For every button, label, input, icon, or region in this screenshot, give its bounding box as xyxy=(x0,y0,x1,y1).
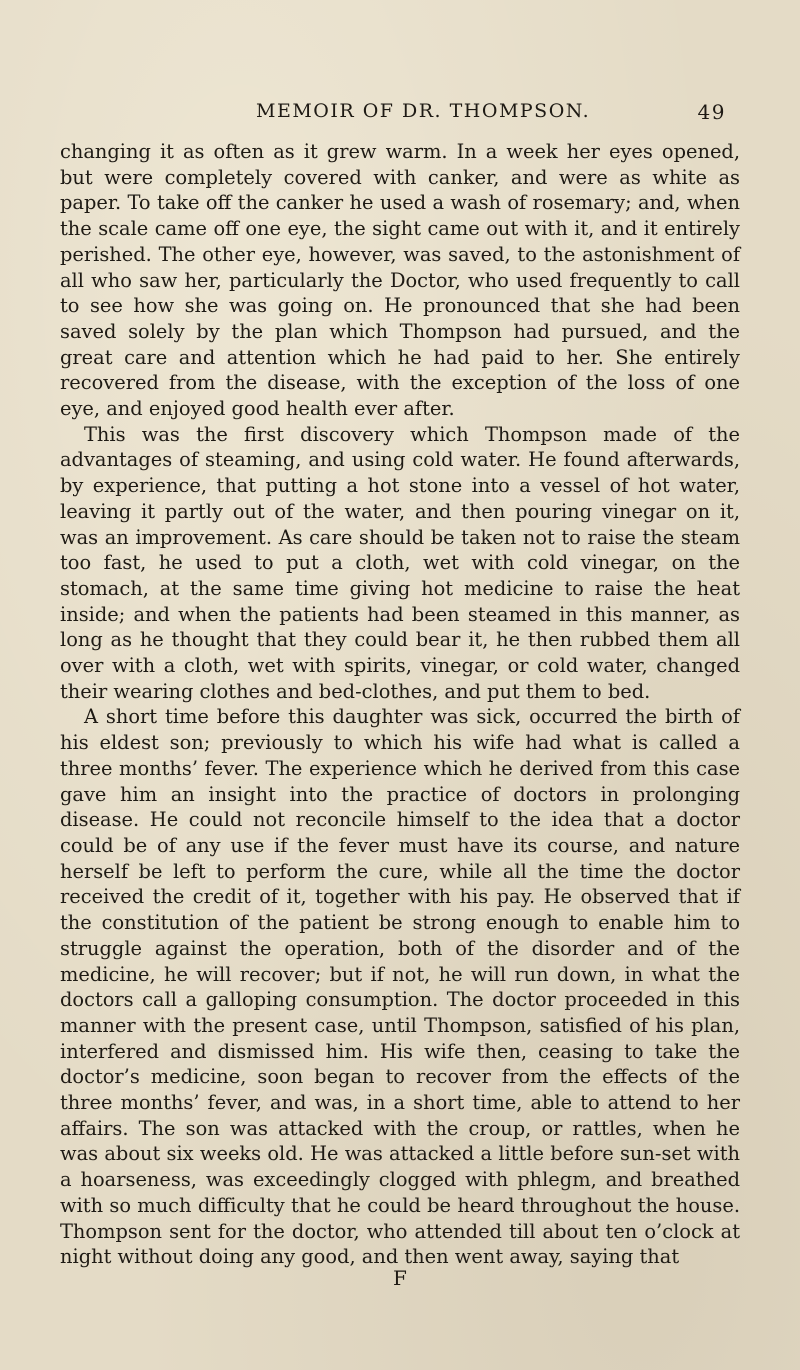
paragraph: A short time before this daughter was sick, occurred the birth of his eldest son; previously to which his wife had what is called a three months’ fever. The experience which he derived from this case gave him an insight into the practice of doctors in prolonging disease. He could not reconcile himself to the idea that a doctor could be of any use if the fever must have its course, and nature herself be left to perform the cure, while all the time the doctor received the credit of it, together with his pay. He observed that if the constitution of the patient be strong enough to enable him to struggle against the operation, both of the disorder and of the medicine, he will recover; but if not, he will run down, in what the doctors call a galloping consumption. The doctor proceeded in this manner with the present case, until Thompson, satisfied of his plan, interfered and dismissed him. His wife then, ceasing to take the doctor’s medicine, soon began to recover from the effects of the three months’ fever, and was, in a short time, able to attend to her affairs. The son was attacked with the croup, or rattles, when he was about six weeks old. He was attacked a little before sun-set with a hoarseness, was exceedingly clogged with phlegm, and breathed with so much difficulty that he could be heard throughout the house. Thompson sent for the doctor, who attended till about ten o’clock at night without doing any good, and then went away, saying that xyxy=(60,705,740,1269)
paragraph: This was the first discovery which Thompson made of the advantages of steaming, and using cold water. He found afterwards, by experience, that putting a hot stone into a vessel of hot water, leaving it partly out of the water, and then pouring vinegar on it, was an improvement. As care should be taken not to raise the steam too fast, he used to put a cloth, wet with cold vinegar, on the stomach, at the same time giving hot medicine to raise the heat inside; and when the patients had been steamed in this manner, as long as he thought that they could bear it, he then rubbed them all over with a cloth, wet with spirits, vinegar, or cold water, changed their wearing clothes and bed-clothes, and put them to bed. xyxy=(60,422,740,703)
body-text xyxy=(60,139,740,1270)
signature-mark: F xyxy=(393,1266,407,1290)
paragraph: changing it as often as it grew warm. In a week her eyes opened, but were completely covered with canker, and were as white as paper. To take off the canker he used a wash of rosemary; and, when the scale came off one eye, the sight came out with it, and it entirely perished. The other eye, however, was saved, to the astonishment of all who saw her, particularly the Doctor, who used frequently to call to see how she was going on. He pronounced that she had been saved solely by the plan which Thompson had pursued, and the great care and attention which he had paid to her. She entirely recovered from the disease, with the exception of the loss of one eye, and enjoyed good health ever after. xyxy=(60,140,740,421)
running-title: MEMOIR OF DR. THOMPSON. xyxy=(256,100,591,122)
running-head xyxy=(256,100,726,126)
page-number: 49 xyxy=(697,100,726,124)
